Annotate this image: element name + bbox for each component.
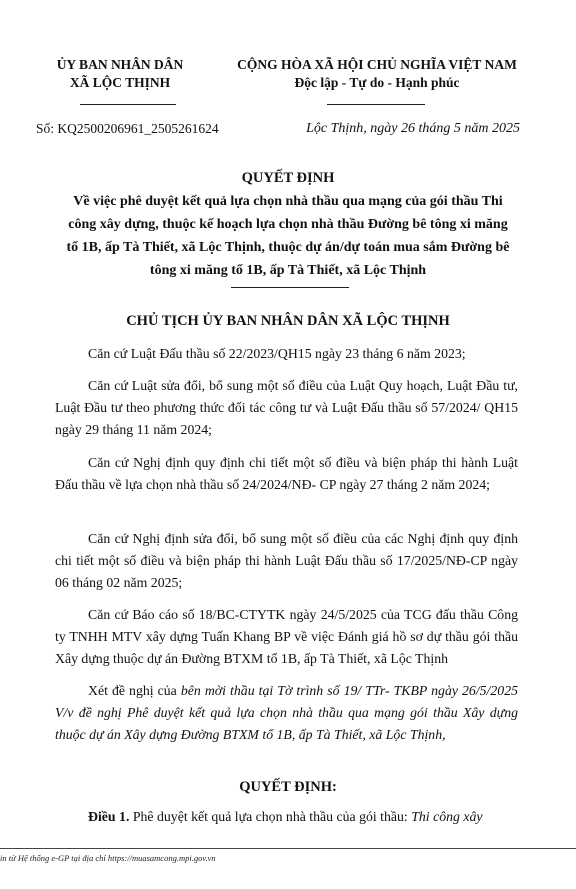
subject-line-1: Về việc phê duyệt kết quả lựa chọn nhà thầu qua mạng của gói thầu Thi — [73, 194, 503, 209]
subject-line-4: tông xi măng tổ 1B, ấp Tà Thiết, xã Lộc Thịnh — [149, 263, 427, 278]
legal-basis-1-text: Căn cứ Luật Đấu thầu số 22/2023/QH15 ngày 23 tháng 6 năm 2023; — [88, 346, 466, 361]
document-subject — [20, 190, 556, 282]
subject-line-3: tổ 1B, ấp Tà Thiết, xã Lộc Thịnh, thuộc dự án/dự toán mua sắm Đường bê — [66, 240, 510, 255]
proposal-lead: Xét đề nghị của — [88, 683, 181, 698]
agency-line-1: ỦY BAN NHÂN DÂN — [56, 57, 184, 72]
proposal-detail: bên mời thầu tại Tờ trình số 19/ TTr- TKBP ngày 26/5/2025 V/v đề nghị Phê duyệt kết quả lựa chọn nhà thầu qua mạng gói thầu Xây dựng thuộc dự án Xây dựng Đường BTXM tổ 1B, ấp Tà Thiết, xã Lộc Thịnh, — [55, 683, 518, 742]
legal-basis-3-text: Căn cứ Nghị định quy định chi tiết một số điều và biện pháp thi hành Luật Đấu thầu về lựa chọn nhà thầu số 24/2024/NĐ- CP ngày 27 tháng 2 năm 2024; — [55, 455, 518, 492]
footer-note: in từ Hệ thống e-GP tại địa chỉ https://muasamcong.mpi.gov.vn — [0, 853, 216, 863]
legal-basis-5 — [55, 604, 518, 670]
footer-divider — [0, 848, 576, 849]
legal-basis-4 — [55, 528, 518, 594]
motto-underline — [327, 104, 425, 105]
agency-underline — [80, 104, 176, 105]
issuing-agency — [45, 56, 195, 92]
legal-basis-2-text: Căn cứ Luật sửa đổi, bổ sung một số điều của Luật Quy hoạch, Luật Đầu tư, Luật Đầu tư theo phương thức đối tác công tư và Luật Đấu thầu số 57/2024/ QH15 ngày 29 tháng 11 năm 2024; — [55, 378, 518, 437]
legal-basis-4-text: Căn cứ Nghị định sửa đổi, bổ sung một số điều của các Nghị định quy định chi tiết một số điều và biện pháp thi hành Luật Đấu thầu số 17/2025/NĐ-CP ngày 06 tháng 02 năm 2025; — [55, 531, 518, 590]
authority-heading: CHỦ TỊCH ỦY BAN NHÂN DÂN XÃ LỘC THỊNH — [126, 313, 450, 329]
proposal-paragraph — [55, 680, 518, 746]
place-date: Lộc Thịnh, ngày 26 tháng 5 năm 2025 — [306, 121, 520, 136]
country-name: CỘNG HÒA XÃ HỘI CHỦ NGHĨA VIỆT NAM — [237, 57, 517, 72]
article-1-text: Phê duyệt kết quả lựa chọn nhà thầu của gói thầu: — [129, 809, 412, 824]
article-1 — [55, 806, 518, 828]
article-1-package: Thi công xây — [411, 809, 483, 824]
decision-heading: QUYẾT ĐỊNH: — [239, 779, 337, 795]
document-number: Số: KQ2500206961_2505261624 — [36, 121, 219, 136]
motto: Độc lập - Tự do - Hạnh phúc — [294, 75, 460, 90]
document-title: QUYẾT ĐỊNH — [241, 170, 335, 186]
subject-line-2: công xây dựng, thuộc kế hoạch lựa chọn nhà thầu Đường bê tông xi măng — [68, 217, 508, 232]
legal-basis-5-text: Căn cứ Báo cáo số 18/BC-CTYTK ngày 24/5/2025 của TCG đấu thầu Công ty TNHH MTV xây dựng Tuấn Khang BP về việc Đánh giá hồ sơ dự thầu gói thầu Xây dựng thuộc dự án Đường BTXM tổ 1B, ấp Tà Thiết, xã Lộc Thịnh — [55, 607, 518, 666]
national-motto — [222, 56, 532, 92]
agency-line-2: XÃ LỘC THỊNH — [69, 75, 171, 90]
article-1-label: Điều 1. — [88, 809, 130, 824]
title-underline — [231, 287, 349, 288]
legal-basis-3 — [55, 452, 518, 496]
legal-basis-1 — [55, 343, 518, 365]
legal-basis-2 — [55, 375, 518, 441]
